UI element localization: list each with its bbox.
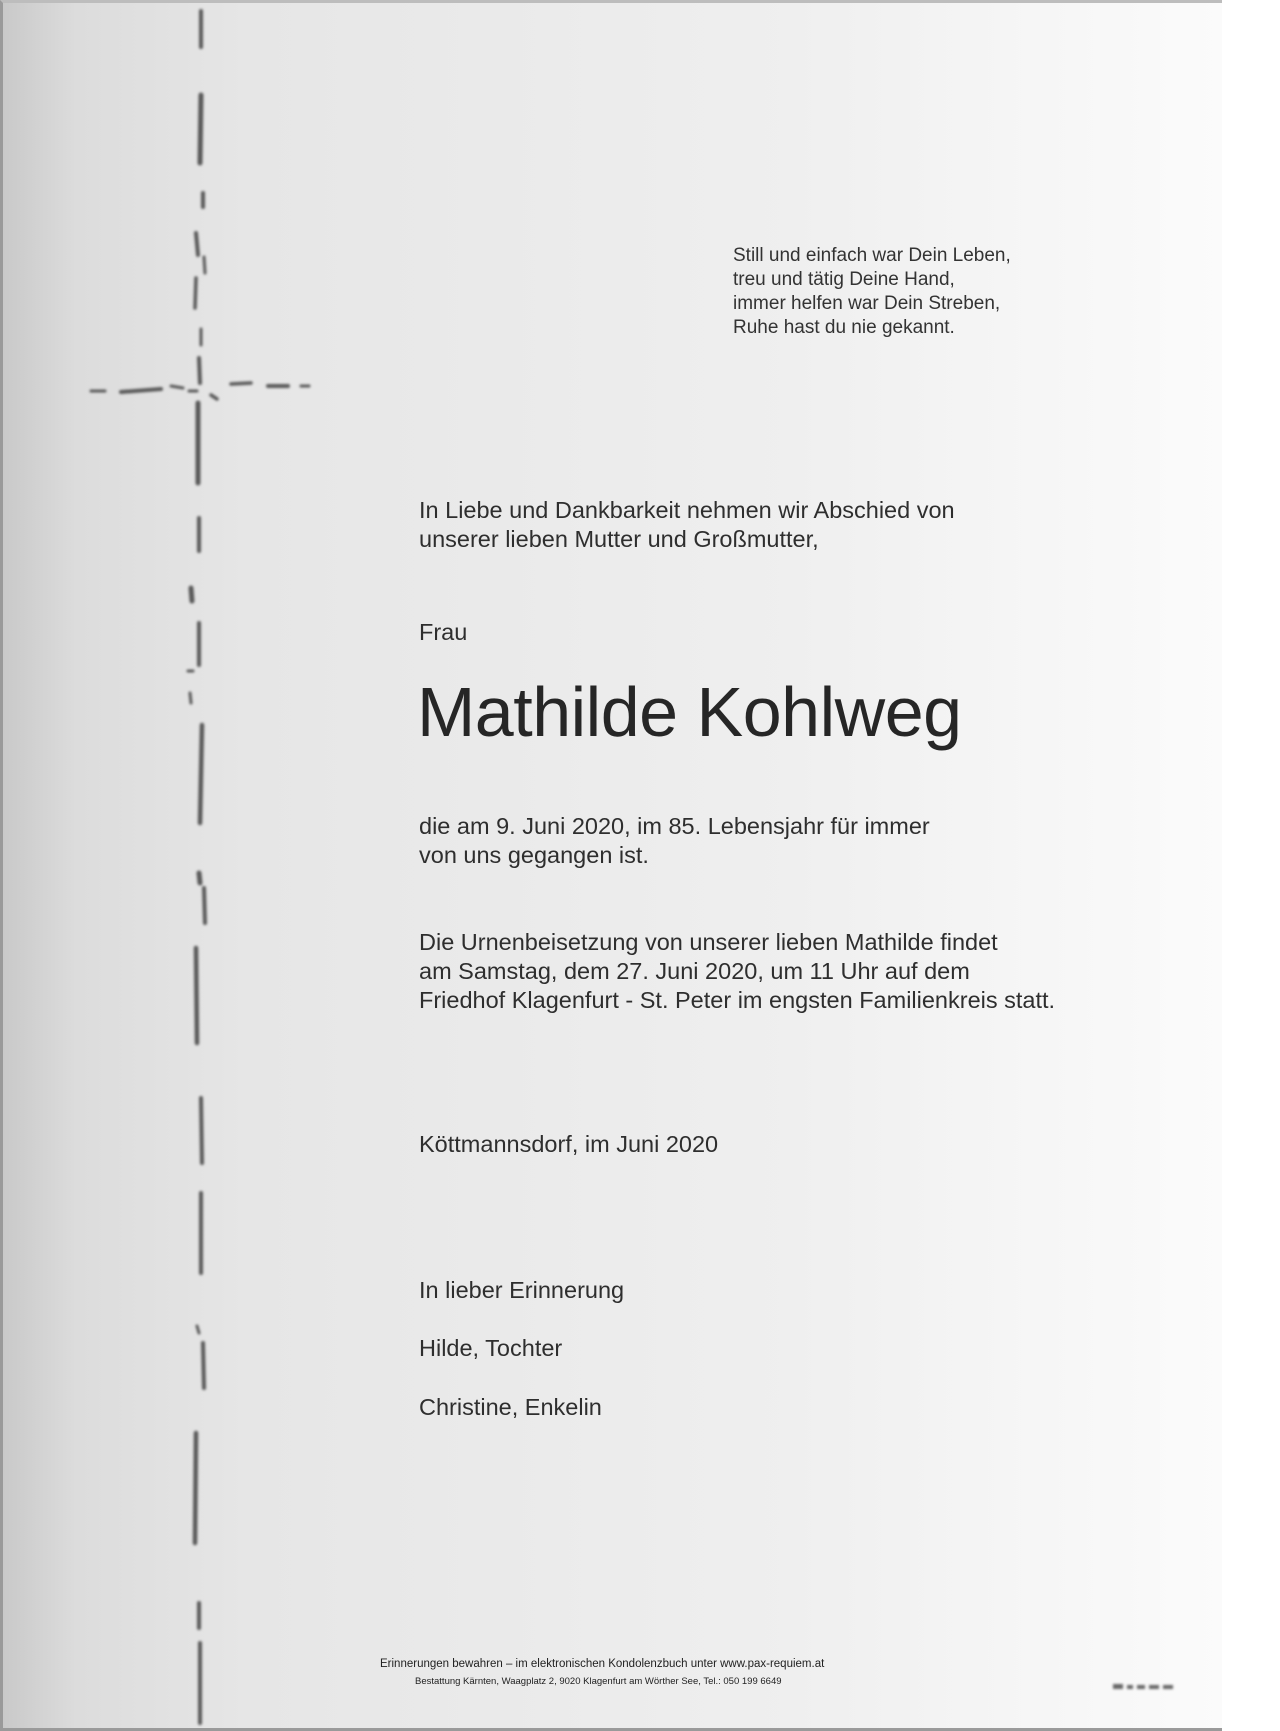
poem-line: Still und einfach war Dein Leben, xyxy=(733,245,1011,266)
footer-address-line: Bestattung Kärnten, Waagplatz 2, 9020 Klagenfurt am Wörther See, Tel.: 050 199 6649 xyxy=(415,1676,782,1687)
poem xyxy=(733,244,1011,340)
burial-line: Friedhof Klagenfurt - St. Peter im engsten Familienkreis statt. xyxy=(419,987,1056,1013)
deceased-name: Mathilde Kohlweg xyxy=(417,673,962,751)
signatory: Christine, Enkelin xyxy=(419,1394,602,1420)
logo-mark-icon xyxy=(1113,1682,1175,1691)
death-line: von uns gegangen ist. xyxy=(419,842,649,868)
burial-line: am Samstag, dem 27. Juni 2020, um 11 Uhr auf dem xyxy=(419,958,970,984)
intro-line: In Liebe und Dankbarkeit nehmen wir Abschied von xyxy=(419,497,955,523)
intro-line: unserer lieben Mutter und Großmutter, xyxy=(419,526,819,552)
memory-line: In lieber Erinnerung xyxy=(419,1277,625,1303)
intro-paragraph xyxy=(419,496,955,554)
cross-icon xyxy=(3,3,343,1731)
place-date: Köttmannsdorf, im Juni 2020 xyxy=(419,1131,719,1157)
poem-line: Ruhe hast du nie gekannt. xyxy=(733,317,955,338)
poem-line: immer helfen war Dein Streben, xyxy=(733,293,1001,314)
poem-line: treu und tätig Deine Hand, xyxy=(733,269,955,290)
burial-paragraph xyxy=(419,928,1055,1015)
footer-condolence-line: Erinnerungen bewahren – im elektronischen Kondolenzbuch unter www.pax-requiem.at xyxy=(380,1658,825,1670)
death-line: die am 9. Juni 2020, im 85. Lebensjahr für immer xyxy=(419,813,930,839)
honorific: Frau xyxy=(419,619,468,645)
burial-line: Die Urnenbeisetzung von unserer lieben Mathilde findet xyxy=(419,929,998,955)
death-paragraph xyxy=(419,812,930,870)
signatory: Hilde, Tochter xyxy=(419,1335,563,1361)
